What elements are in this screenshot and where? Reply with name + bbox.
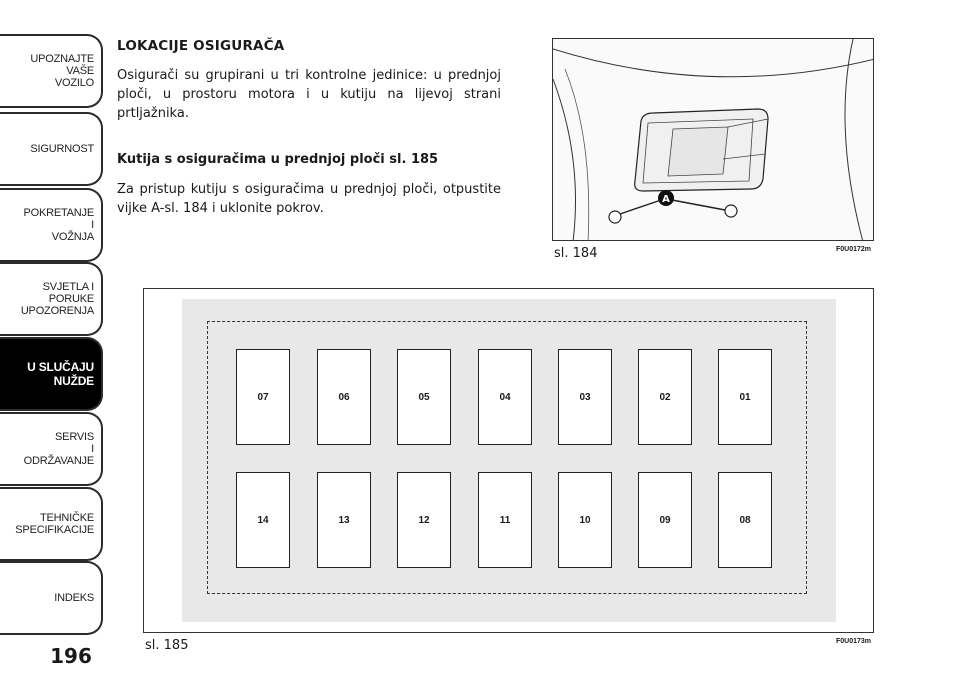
fuse-07[interactable]: 07 (236, 349, 290, 445)
page-number: 196 (50, 644, 92, 668)
figure-184-caption: sl. 184 (554, 246, 598, 261)
tab-sigurnost[interactable]: SIGURNOST (0, 112, 103, 186)
instruction-paragraph: Za pristup kutiju s osiguračima u prednjoj ploči, otpustite vijke A-sl. 184 i uklonite pokrov. (117, 182, 501, 216)
tab-pokretanje-i-voznja[interactable]: POKRETANJE I VOŽNJA (0, 188, 103, 262)
fuse-01[interactable]: 01 (718, 349, 772, 445)
fuse-02[interactable]: 02 (638, 349, 692, 445)
intro-paragraph: Osigurači su grupirani u tri kontrolne jedinice: u prednjoj ploči, u prostoru motora i u kutiju na lijevoj strani prtljažnika. (117, 68, 501, 121)
tab-tehnicke-specifikacije[interactable]: TEHNIČKE SPECIFIKACIJE (0, 487, 103, 561)
fuse-12[interactable]: 12 (397, 472, 451, 568)
callout-a-label: A (662, 194, 670, 205)
section-subtitle: Kutija s osiguračima u prednjoj ploči sl. 185 (117, 152, 439, 167)
fuse-04[interactable]: 04 (478, 349, 532, 445)
tab-indeks[interactable]: INDEKS (0, 561, 103, 635)
fuse-box-panel (182, 299, 836, 622)
fuse-09[interactable]: 09 (638, 472, 692, 568)
screw-right (725, 205, 737, 217)
tab-u-slucaju-nuzde[interactable]: U SLUČAJU NUŽDE (0, 337, 103, 411)
fuse-14[interactable]: 14 (236, 472, 290, 568)
figure-185-fuse-box (143, 288, 874, 633)
figure-184-code: F0U0172m (836, 246, 872, 253)
fuse-10[interactable]: 10 (558, 472, 612, 568)
fuse-13[interactable]: 13 (317, 472, 371, 568)
fuse-08[interactable]: 08 (718, 472, 772, 568)
screw-left (609, 211, 621, 223)
figure-185-caption: sl. 185 (145, 638, 189, 653)
dashboard-panel-drawing (553, 39, 874, 241)
figure-184-illustration (552, 38, 874, 241)
tab-servis-i-odrzavanje[interactable]: SERVIS I ODRŽAVANJE (0, 412, 103, 486)
fuse-03[interactable]: 03 (558, 349, 612, 445)
figure-185-code: F0U0173m (836, 638, 872, 645)
fuse-11[interactable]: 11 (478, 472, 532, 568)
tab-upoznajte-vase-vozilo[interactable]: UPOZNAJTE VAŠE VOZILO (0, 34, 103, 108)
fuse-06[interactable]: 06 (317, 349, 371, 445)
fuse-05[interactable]: 05 (397, 349, 451, 445)
tab-svjetla-i-poruke-upozorenja[interactable]: SVJETLA I PORUKE UPOZORENJA (0, 262, 103, 336)
section-title: LOKACIJE OSIGURAČA (117, 38, 285, 54)
